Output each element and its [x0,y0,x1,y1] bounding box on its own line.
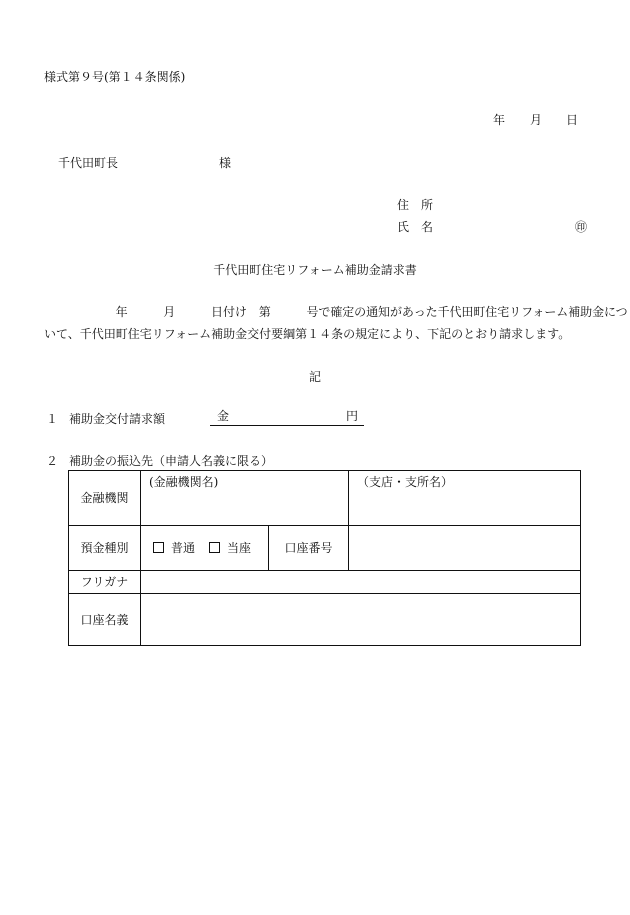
deposit-type-label-cell [69,526,141,571]
date-day: 日 [566,113,579,127]
furigana-label: フリガナ [80,575,129,589]
seal-mark: ㊞ [575,220,588,234]
item1-label: 補助金交付請求額 [69,412,166,426]
institution-name-hint: (金融機関名) [149,475,219,489]
account-holder-cell[interactable] [141,594,581,646]
account-number-label-cell [269,526,349,571]
account-number-cell[interactable] [349,526,581,571]
document-title: 千代田町住宅リフォーム補助金請求書 [213,263,417,277]
date-year: 年 [493,113,506,127]
amount-prefix: 金 [217,409,230,423]
date-month: 月 [530,113,543,127]
deposit-type-label: 預金種別 [80,541,129,555]
institution-name-cell[interactable] [141,471,349,526]
form-number: 様式第９号(第１４条関係) [44,70,186,84]
body-line-2: いて、千代田町住宅リフォーム補助金交付要綱第１４条の規定により、下記のとおり請求します。 [44,327,571,341]
current-label: 当座 [227,541,252,555]
ordinary-label: 普通 [171,541,196,555]
account-number-label: 口座番号 [284,541,333,555]
address-label: 住 所 [397,198,434,212]
bank-account-table [68,470,581,646]
institution-label: 金融機関 [80,491,129,505]
item1-number: １ [46,412,59,426]
branch-hint: （支店・支所名） [357,475,454,489]
name-label: 氏 名 [397,220,434,234]
ki-heading: 記 [308,370,321,384]
institution-label-cell [69,471,141,526]
item2-label: 補助金の振込先（申請人名義に限る） [69,454,274,468]
branch-name-cell[interactable] [349,471,581,526]
ordinary-checkbox[interactable] [153,542,164,553]
account-holder-label: 口座名義 [80,612,129,627]
current-checkbox[interactable] [209,542,220,553]
body-line-1: 年 月 日付け 第 号で確定の通知があった千代田町住宅リフォーム補助金につ [44,305,628,319]
addressee-name: 千代田町長 [58,156,119,170]
amount-unit: 円 [345,409,358,423]
furigana-label-cell [69,571,141,594]
deposit-type-options [141,526,269,571]
furigana-cell[interactable] [141,571,581,594]
account-holder-label-cell [69,594,141,646]
addressee-honorific: 様 [219,156,232,170]
item2-number: ２ [46,454,59,468]
amount-field[interactable] [210,408,364,426]
